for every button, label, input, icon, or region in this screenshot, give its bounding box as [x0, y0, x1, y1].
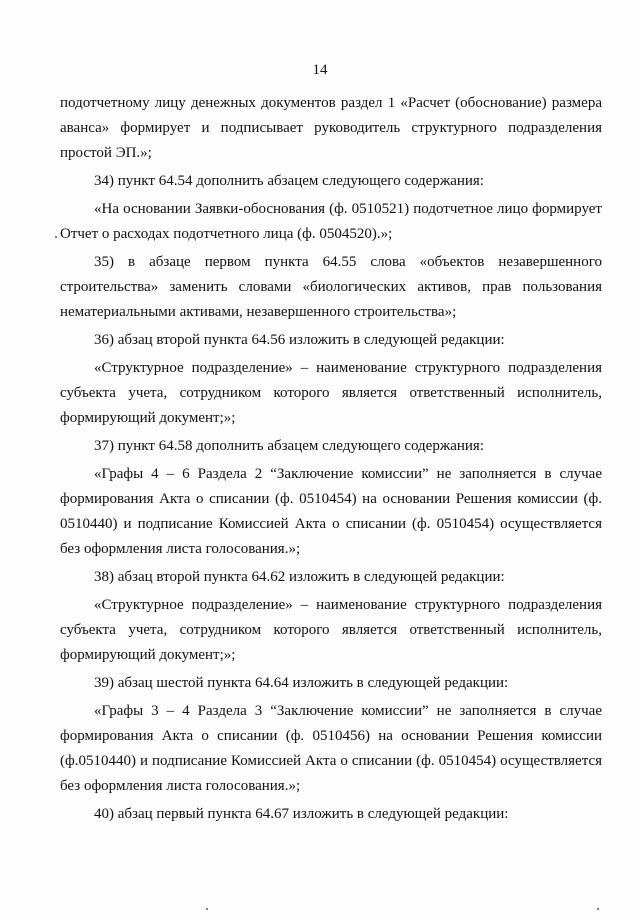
paragraph-item-35: 35) в абзаце первом пункта 64.55 слова «объектов незавершенного строительства» заменить словами «биологических активов, прав пользования нематериальными активами, незавершенного строительства»;	[60, 254, 602, 320]
paragraph-item-38-quote: «Структурное подразделение» – наименование структурного подразделения субъекта учета, сотрудником которого является ответственный исполнитель, формирующий документ;»;	[60, 597, 602, 663]
paragraph-item-36: 36) абзац второй пункта 64.56 изложить в следующей редакции:	[94, 332, 505, 348]
paragraph-item-36-quote: «Структурное подразделение» – наименование структурного подразделения субъекта учета, сотрудником которого является ответственный исполнитель, формирующий документ;»;	[60, 360, 602, 426]
paragraph-item-37: 37) пункт 64.58 дополнить абзацем следующего содержания:	[94, 438, 484, 454]
paragraph-item-34: 34) пункт 64.54 дополнить абзацем следующего содержания:	[94, 173, 484, 189]
paragraph-item-34-quote: «На основании Заявки-обоснования (ф. 0510521) подотчетное лицо формирует Отчет о расходах подотчетного лица (ф. 0504520).»;	[60, 201, 602, 242]
paragraph-item-39: 39) абзац шестой пункта 64.64 изложить в следующей редакции:	[94, 675, 509, 691]
paragraph-item-38: 38) абзац второй пункта 64.62 изложить в следующей редакции:	[94, 569, 505, 585]
paragraph-item-37-quote: «Графы 4 – 6 Раздела 2 “Заключение комиссии” не заполняется в случае формирования Акта о списании (ф. 0510454) на основании Решения комиссии (ф. 0510440) и подписание Комиссией Акта о списании (ф. 0510454) осуществляется без оформления листа голосования.»;	[60, 466, 602, 557]
scan-speck	[55, 236, 57, 238]
document-body	[60, 91, 602, 830]
paragraph-item-40: 40) абзац первый пункта 64.67 изложить в следующей редакции:	[94, 806, 509, 822]
paragraph-item-39-quote: «Графы 3 – 4 Раздела 3 “Заключение комиссии” не заполняется в случае формирования Акта о списании (ф. 0510456) на основании Решения комиссии (ф.0510440) и подписание Комиссией Акта о списании (ф. 0510454) осуществляется без оформления листа голосования.»;	[60, 703, 602, 794]
page-number: 14	[312, 62, 328, 78]
paragraph-continuation: подотчетному лицу денежных документов раздел 1 «Расчет (обоснование) размера аванса» формирует и подписывает руководитель структурного подразделения простой ЭП.»;	[60, 95, 602, 161]
scan-speck	[597, 908, 599, 910]
scan-speck	[206, 908, 208, 910]
